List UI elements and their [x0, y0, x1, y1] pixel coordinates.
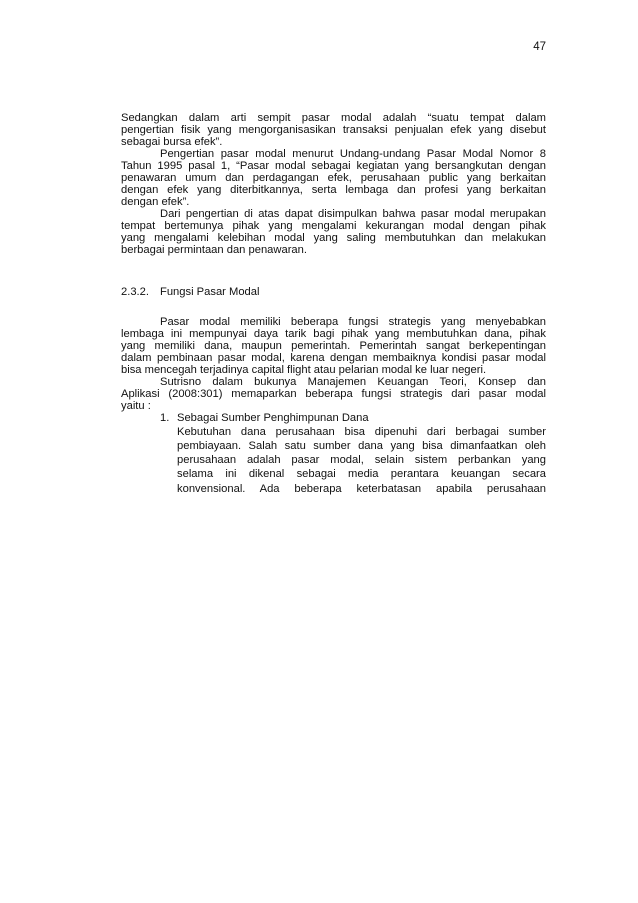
list-item-line: perusahaan adalah pasar modal, selain sistem perbankan yang: [177, 454, 546, 467]
list-marker: 1.: [160, 411, 170, 424]
paragraph-line: tempat bertemunya pihak yang mengalami kekurangan modal dengan pihak: [121, 220, 546, 232]
paragraph-line: Sutrisno dalam bukunya Manajemen Keuangan Teori, Konsep dan: [160, 375, 546, 388]
paragraph-line: yaitu :: [121, 399, 151, 412]
list-item: [160, 412, 546, 497]
paragraph-line: Pasar modal memiliki beberapa fungsi strategis yang menyebabkan: [160, 315, 546, 328]
paragraph-line: Aplikasi (2008:301) memaparkan beberapa fungsi strategis dari pasar modal: [121, 387, 546, 400]
paragraph-line: dalam pembinaan pasar modal, karena dengan membaiknya kondisi pasar modal: [121, 351, 546, 364]
paragraph: [121, 112, 546, 148]
paragraph: [121, 208, 546, 256]
paragraph-line: berbagai permintaan dan penawaran.: [121, 244, 307, 256]
paragraph-line: dengan efek”.: [121, 196, 190, 208]
paragraph-line: yang mengalami kelebihan modal yang saling membutuhkan dan melakukan: [121, 232, 546, 244]
intro-paragraphs: [121, 112, 546, 256]
paragraph-line: Pengertian pasar modal menurut Undang-undang Pasar Modal Nomor 8: [160, 148, 546, 160]
paragraph: [121, 148, 546, 208]
list-item-body: [177, 412, 546, 497]
paragraph: [121, 316, 546, 376]
page-number: 47: [533, 41, 546, 53]
paragraph-line: penawaran umum dan perdagangan efek, perusahaan public yang berkaitan: [121, 172, 546, 184]
paragraph-line: pengertian fisik yang mengorganisasikan transaksi penjualan efek yang disebut: [121, 124, 546, 136]
document-body: [121, 112, 546, 497]
paragraph-line: lembaga ini mempunyai daya tarik bagi pihak yang membutuhkan dana, pihak: [121, 327, 546, 340]
paragraph-line: bisa mencegah terjadinya capital flight atau pelarian modal ke luar negeri.: [121, 363, 487, 376]
paragraph-line: Tahun 1995 pasal 1, “Pasar modal sebagai kegiatan yang bersangkutan dengan: [121, 160, 546, 172]
paragraph-line: dengan efek yang diterbitkannya, serta lembaga dan profesi yang berkaitan: [121, 184, 546, 196]
section-heading: [121, 286, 546, 298]
list-item-line: konvensional. Ada beberapa keterbatasan apabila perusahaan: [177, 482, 546, 495]
paragraph-line: Sedangkan dalam arti sempit pasar modal adalah “suatu tempat dalam: [121, 112, 546, 124]
section-number: 2.3.2.: [121, 286, 149, 298]
list-item-line: Kebutuhan dana perusahaan bisa dipenuhi dari berbagai sumber: [177, 425, 546, 438]
numbered-list: [160, 412, 546, 497]
paragraph-line: sebagai bursa efek”.: [121, 136, 223, 148]
paragraph-line: yang memiliki dana, maupun pemerintah. Pemerintah sangat berkepentingan: [121, 339, 546, 352]
section-title: Fungsi Pasar Modal: [160, 286, 260, 298]
paragraph-line: Dari pengertian di atas dapat disimpulkan bahwa pasar modal merupakan: [160, 208, 546, 220]
list-item-title: Sebagai Sumber Penghimpunan Dana: [177, 411, 369, 424]
list-item-line: selama ini dikenal sebagai media perantara keuangan secara: [177, 468, 546, 481]
list-item-line: pembiayaan. Salah satu sumber dana yang bisa dimanfaatkan oleh: [177, 439, 546, 452]
section-paragraphs: [121, 316, 546, 412]
paragraph: [121, 376, 546, 412]
